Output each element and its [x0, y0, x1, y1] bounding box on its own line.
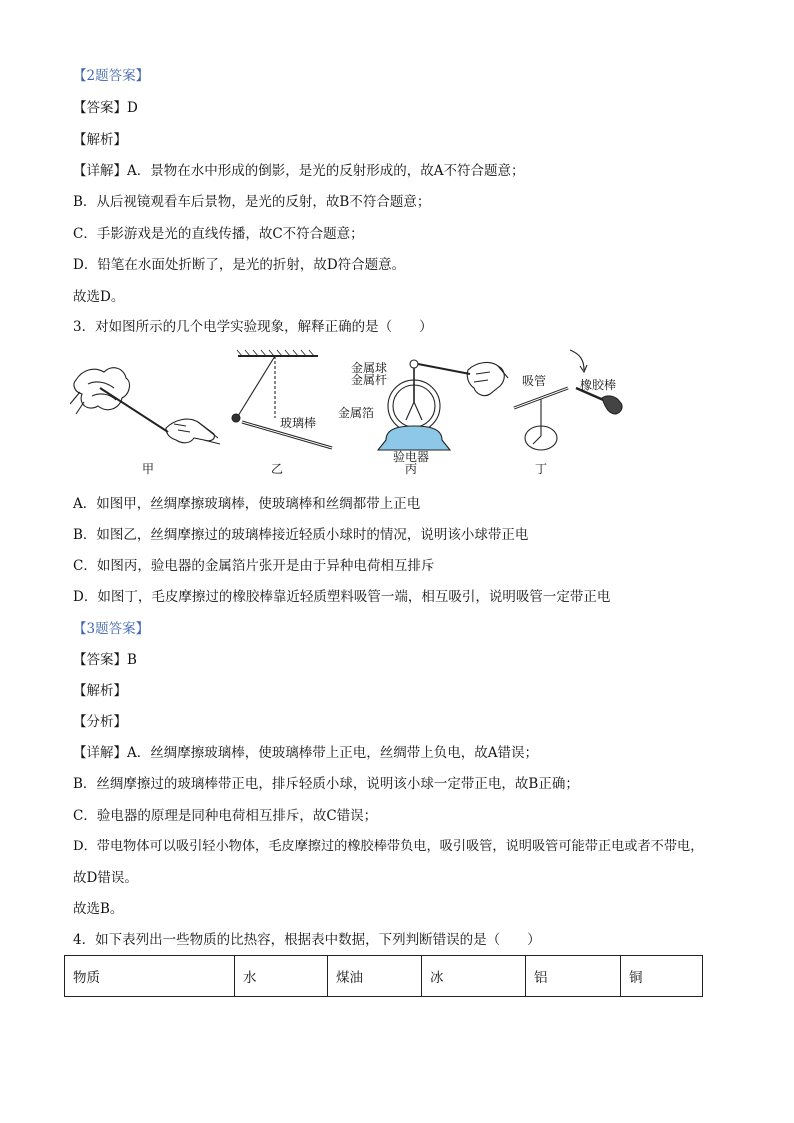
q3-detail-b: B．丝绸摩擦过的玻璃棒带正电，排斥轻质小球，说明该小球一定带正电，故B正确；: [73, 776, 579, 792]
q3-detail-c: C．验电器的原理是同种电荷相互排斥，故C错误；: [73, 808, 378, 824]
table-cell: 铜: [621, 956, 703, 997]
label-glass-rod: 玻璃棒: [280, 416, 317, 430]
q2-conclusion: 故选D。: [73, 289, 125, 305]
label-electroscope: 验电器: [393, 450, 430, 464]
q2-detail-c: C．手影游戏是光的直线传播，故C不符合题意；: [73, 226, 364, 242]
q3-answer: 【答案】B: [73, 652, 137, 668]
figure-bing-electroscope: [378, 360, 508, 450]
q3-detail-d-line1: D．带电物体可以吸引轻小物体，毛皮摩擦过的橡胶棒带负电，吸引吸管，说明吸管可能带正电或者不带电，: [73, 839, 704, 854]
figure-jia-hands-silk-rod: [70, 368, 220, 444]
specific-heat-table: [64, 955, 703, 997]
caption-jia: 甲: [142, 462, 155, 476]
q2-answer-header: 【2题答案】: [73, 68, 150, 84]
label-rubber-rod: 橡胶棒: [580, 378, 617, 392]
q3-conclusion: 故选B。: [73, 901, 124, 917]
caption-yi: 乙: [271, 462, 284, 476]
q4-stem: 4．如下表列出一些物质的比热容，根据表中数据，下列判断错误的是（ ）: [73, 932, 541, 948]
figure-yi-suspended-ball: [232, 350, 332, 448]
q2-detail-a: 【详解】A．景物在水中形成的倒影，是光的反射形成的，故A不符合题意；: [73, 163, 525, 179]
q3-analysis-label: 【解析】: [73, 683, 127, 699]
q2-detail-b: B．从后视镜观看车后景物，是光的反射，故B不符合题意；: [73, 194, 431, 210]
table-cell-header: 物质: [65, 956, 235, 997]
table-cell: 煤油: [328, 956, 422, 997]
table-cell: 铝: [526, 956, 621, 997]
q3-option-a: A．如图甲，丝绸摩擦玻璃棒，使玻璃棒和丝绸都带上正电: [73, 496, 421, 512]
figure-ding-straw-rubber-rod: [514, 350, 622, 450]
q3-experiment-figure: [70, 344, 650, 468]
q3-answer-header: 【3题答案】: [73, 621, 150, 637]
q3-detail-a: 【详解】A．丝绸摩擦玻璃棒，使玻璃棒带上正电，丝绸带上负电，故A错误；: [73, 745, 538, 761]
q3-detail-d-line2: 故D错误。: [73, 870, 138, 886]
q3-option-c: C．如图丙，验电器的金属箔片张开是由于异种电荷相互排斥: [73, 558, 435, 574]
q3-analysis2-label: 【分析】: [73, 714, 127, 730]
label-straw: 吸管: [522, 374, 547, 388]
label-metal-rod: 金属杆: [351, 373, 388, 387]
label-metal-ball: 金属球: [351, 361, 388, 375]
q2-detail-d: D．铅笔在水面处折断了，是光的折射，故D符合题意。: [73, 257, 406, 273]
caption-bing: 丙: [405, 462, 418, 476]
q3-stem: 3．对如图所示的几个电学实验现象，解释正确的是（ ）: [73, 319, 433, 335]
label-metal-foil: 金属箔: [338, 406, 375, 420]
table-row: [65, 956, 703, 997]
q3-option-b: B．如图乙，丝绸摩擦过的玻璃棒接近轻质小球时的情况，说明该小球带正电: [73, 527, 529, 543]
table-cell: 冰: [422, 956, 526, 997]
caption-ding: 丁: [535, 462, 548, 476]
q2-analysis-label: 【解析】: [73, 132, 127, 148]
q2-answer: 【答案】D: [73, 100, 138, 116]
q3-option-d: D．如图丁，毛皮摩擦过的橡胶棒靠近轻质塑料吸管一端，相互吸引，说明吸管一定带正电: [73, 589, 611, 605]
table-cell: 水: [235, 956, 328, 997]
